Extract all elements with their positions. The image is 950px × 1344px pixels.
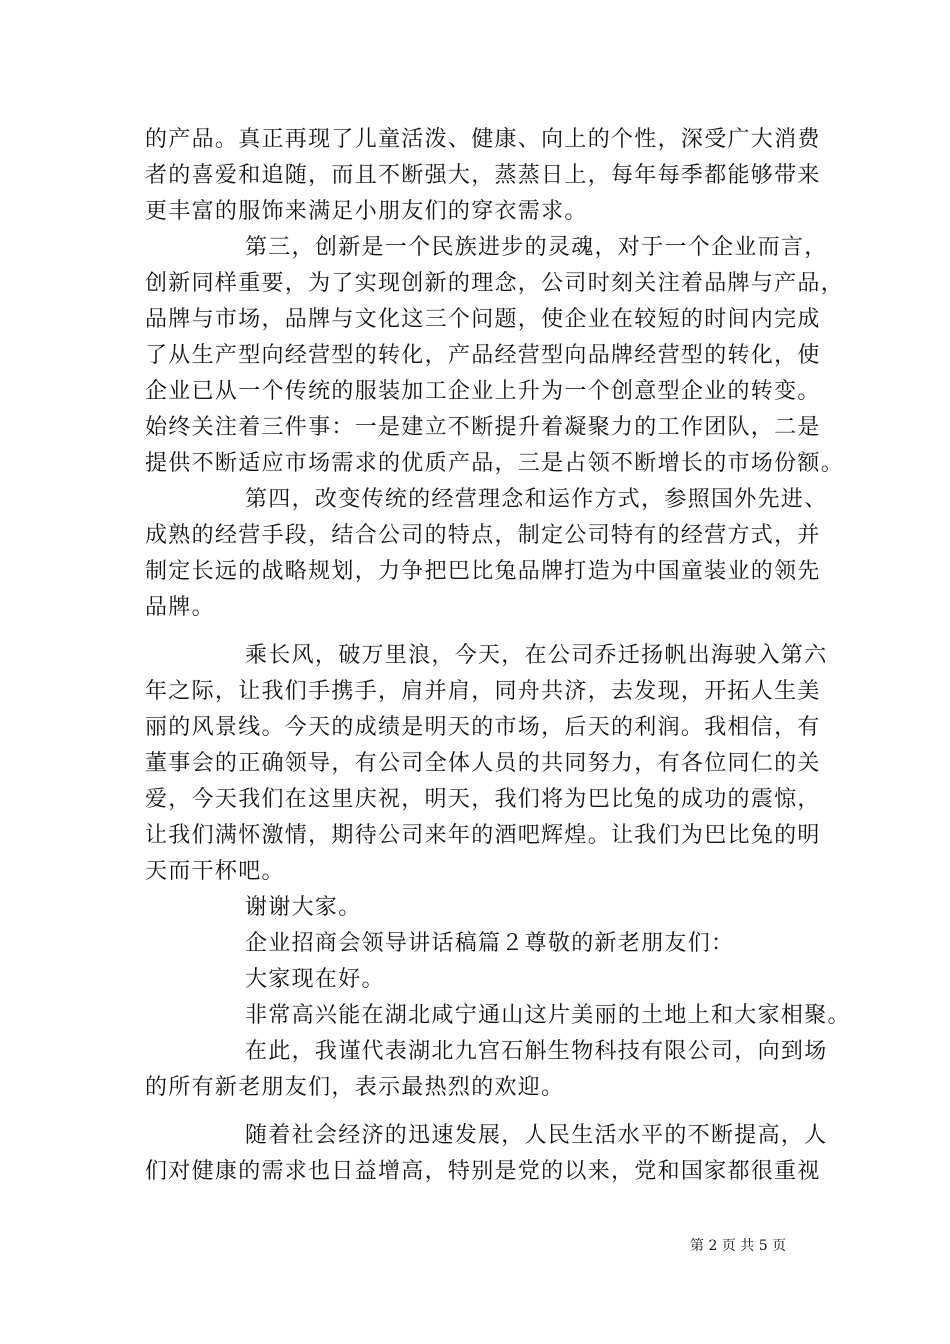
text-line: 的所有新老朋友们，表示最热烈的欢迎。 xyxy=(145,1075,565,1100)
paragraph-start: 乘长风，破万里浪，今天，在公司乔迁扬帆出海驶入第六 xyxy=(245,643,828,668)
paragraph-start: 企业招商会领导讲话稿篇２尊敬的新老朋友们： xyxy=(245,931,735,956)
text-line: 提供不断适应市场需求的优质产品，三是占领不断增长的市场份额。 xyxy=(145,451,845,476)
paragraph-start: 第四，改变传统的经营理念和运作方式，参照国外先进、 xyxy=(245,487,828,512)
text-line: 的产品。真正再现了儿童活泼、健康、向上的个性，深受广大消费 xyxy=(145,127,821,152)
text-line: 企业已从一个传统的服装加工企业上升为一个创意型企业的转变。 xyxy=(145,379,821,404)
text-line: 丽的风景线。今天的成绩是明天的市场，后天的利润。我相信，有 xyxy=(145,715,821,740)
paragraph-start: 非常高兴能在湖北咸宁通山这片美丽的土地上和大家相聚。 xyxy=(245,1003,851,1028)
text-line: 了从生产型向经营型的转化，产品经营型向品牌经营型的转化，使 xyxy=(145,343,821,368)
text-line: 年之际，让我们手携手，肩并肩，同舟共济，去发现，开拓人生美 xyxy=(145,679,821,704)
page-number-footer: 第 2 页 共 5 页 xyxy=(690,1238,787,1254)
text-line: 更丰富的服饰来满足小朋友们的穿衣需求。 xyxy=(145,199,588,224)
text-line: 爱，今天我们在这里庆祝，明天，我们将为巴比兔的成功的震惊， xyxy=(145,787,821,812)
text-line: 们对健康的需求也日益增高，特别是党的以来，党和国家都很重视 xyxy=(145,1159,821,1184)
text-line: 品牌。 xyxy=(145,595,215,620)
paragraph-start: 第三，创新是一个民族进步的灵魂，对于一个企业而言， xyxy=(245,235,828,260)
text-line: 天而干杯吧。 xyxy=(145,859,285,884)
text-line: 董事会的正确领导，有公司全体人员的共同努力，有各位同仁的关 xyxy=(145,751,821,776)
text-line: 者的喜爱和追随，而且不断强大，蒸蒸日上，每年每季都能够带来 xyxy=(145,163,821,188)
paragraph-start: 大家现在好。 xyxy=(245,967,385,992)
text-line: 让我们满怀激情，期待公司来年的酒吧辉煌。让我们为巴比兔的明 xyxy=(145,823,821,848)
text-line: 始终关注着三件事：一是建立不断提升着凝聚力的工作团队，二是 xyxy=(145,415,821,440)
text-line: 制定长远的战略规划，力争把巴比兔品牌打造为中国童装业的领先 xyxy=(145,559,821,584)
paragraph-start: 谢谢大家。 xyxy=(245,895,362,920)
paragraph-start: 在此，我谨代表湖北九宫石斛生物科技有限公司，向到场 xyxy=(245,1039,828,1064)
text-line: 成熟的经营手段，结合公司的特点，制定公司特有的经营方式，并 xyxy=(145,523,821,548)
text-line: 品牌与市场，品牌与文化这三个问题，使企业在较短的时间内完成 xyxy=(145,307,821,332)
paragraph-start: 随着社会经济的迅速发展，人民生活水平的不断提高，人 xyxy=(245,1123,828,1148)
text-line: 创新同样重要，为了实现创新的理念，公司时刻关注着品牌与产品， xyxy=(145,271,845,296)
